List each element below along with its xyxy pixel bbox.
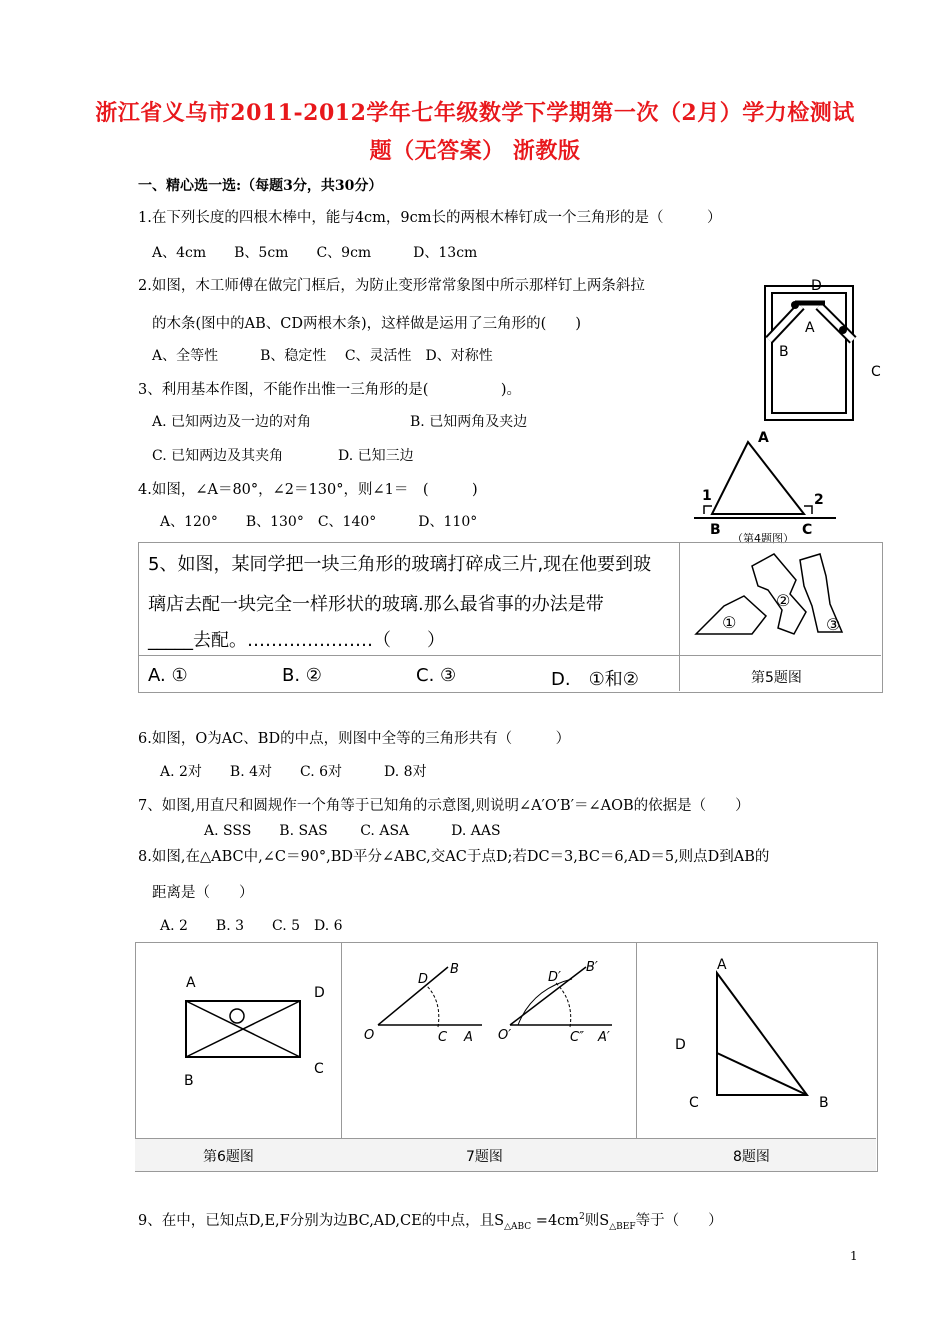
q4-fig-label-c: C bbox=[802, 522, 813, 538]
fig7-label-b-prime: B′ bbox=[586, 960, 598, 975]
q9-text-mid: =4cm bbox=[531, 1213, 580, 1229]
q9-text-mid2: 则S bbox=[584, 1213, 610, 1229]
q2-fig-label-b: B bbox=[779, 344, 789, 360]
q4-fig-label-a: A bbox=[758, 430, 769, 446]
fig7-label-o: O bbox=[364, 1028, 375, 1043]
q4-text: 4.如图，∠A＝80°，∠2＝130°，则∠1＝ ( ) bbox=[138, 482, 478, 498]
q4-options: A、120° B、130° C、140° D、110° bbox=[160, 514, 478, 530]
fig7-label-c: C bbox=[438, 1030, 448, 1045]
q9-text bbox=[138, 1209, 723, 1232]
fig7-label-b: B bbox=[450, 962, 459, 977]
q2-fig-label-a: A bbox=[805, 320, 815, 336]
q1-text: 1.在下列长度的四根木棒中，能与4cm，9cm长的两根木棒钉成一个三角形的是（ ） bbox=[138, 210, 722, 226]
q2-fig-label-c: C bbox=[871, 364, 881, 380]
q2-door-frame-figure bbox=[755, 268, 895, 428]
q2-text-line1: 2.如图，木工师傅在做完门框后，为防止变形常常象图中所示那样钉上两条斜拉 bbox=[138, 278, 645, 294]
fig7-label-c-prime: C″ bbox=[570, 1030, 584, 1045]
fig7-label-d-prime: D′ bbox=[548, 970, 561, 985]
q5-shard-3-label: ③ bbox=[826, 615, 841, 634]
q5-glass-shards-figure bbox=[682, 546, 878, 652]
fig7-angle-construction-figure bbox=[342, 945, 634, 1135]
fig7-caption: 7题图 bbox=[466, 1149, 503, 1165]
fig6-rectangle-figure bbox=[136, 945, 340, 1135]
q5-option-c: C. ③ bbox=[416, 665, 457, 686]
section-heading: 一、精心选一选:（每题3分，共30分） bbox=[138, 178, 383, 194]
fig8-right-triangle-figure bbox=[637, 945, 875, 1135]
q3-text: 3、利用基本作图，不能作出惟一三角形的是( )。 bbox=[138, 382, 522, 398]
fig7-label-a-prime: A′ bbox=[598, 1030, 610, 1045]
fig8-label-b: B bbox=[819, 1095, 829, 1111]
q9-sub-abc: △ABC bbox=[504, 1221, 532, 1232]
q3-option-d: D. 已知三边 bbox=[338, 448, 414, 464]
q5-text-line3: _____去配。…………………（ ） bbox=[148, 630, 445, 651]
document-title-line2: 题（无答案） 浙教版 bbox=[369, 138, 581, 164]
q9-text-pre: 9、在中，已知点D,E,F分别为边BC,AD,CE的中点，且S bbox=[138, 1213, 505, 1229]
q5-option-d: D. ①和② bbox=[551, 669, 639, 690]
q4-fig-label-1: 1 bbox=[702, 488, 712, 504]
q4-triangle-figure bbox=[690, 430, 840, 550]
fig8-label-c: C bbox=[689, 1095, 699, 1111]
fig7-label-a: A bbox=[464, 1030, 473, 1045]
q4-fig-label-b: B bbox=[710, 522, 721, 538]
fig8-caption: 8题图 bbox=[733, 1149, 770, 1165]
q5-shard-1-label: ① bbox=[722, 613, 737, 632]
q8-options: A. 2 B. 3 C. 5 D. 6 bbox=[160, 918, 343, 934]
fig7-label-d: D bbox=[418, 972, 429, 987]
q3-option-b: B. 已知两角及夹边 bbox=[410, 414, 528, 430]
q4-fig-caption: （第4题图） bbox=[732, 532, 794, 545]
q3-option-c: C. 已知两边及其夹角 bbox=[152, 448, 284, 464]
fig7-label-o-prime: O′ bbox=[498, 1028, 512, 1043]
fig6-label-c: C bbox=[314, 1061, 324, 1077]
q2-fig-label-d: D bbox=[811, 278, 822, 294]
page-number: 1 bbox=[850, 1249, 858, 1263]
q9-text-post: 等于（ ） bbox=[635, 1213, 723, 1229]
q7-options: A. SSS B. SAS C. ASA D. AAS bbox=[204, 823, 501, 839]
fig6-label-d: D bbox=[314, 985, 325, 1001]
q9-sub-bef: △BEF bbox=[609, 1221, 636, 1232]
fig6-caption: 第6题图 bbox=[203, 1149, 254, 1165]
q4-fig-label-2: 2 bbox=[814, 492, 824, 508]
fig8-label-a: A bbox=[717, 957, 727, 973]
q7-text: 7、如图,用直尺和圆规作一个角等于已知角的示意图,则说明∠A′O′B′＝∠AOB的依据是（ ） bbox=[138, 798, 750, 814]
q3-option-a: A. 已知两边及一边的对角 bbox=[152, 414, 312, 430]
fig6-label-a: A bbox=[186, 975, 196, 991]
q8-text-line1: 8.如图,在△ABC中,∠C＝90°,BD平分∠ABC,交AC于点D;若DC＝3,BC＝6,AD＝5,则点D到AB的 bbox=[138, 849, 770, 865]
q5-option-b: B. ② bbox=[282, 665, 322, 686]
document-title-line1: 浙江省义乌市2011-2012学年七年级数学下学期第一次（2月）学力检测试 bbox=[95, 100, 855, 126]
q1-options: A、4cm B、5cm C、9cm D、13cm bbox=[152, 245, 478, 261]
fig8-label-d: D bbox=[675, 1037, 686, 1053]
q5-fig-caption: 第5题图 bbox=[751, 670, 802, 686]
q6-text: 6.如图，O为AC、BD的中点，则图中全等的三角形共有（ ） bbox=[138, 731, 571, 747]
q5-shard-2-label: ② bbox=[776, 591, 791, 610]
q8-text-line2: 距离是（ ） bbox=[152, 885, 254, 901]
q5-table-row-divider bbox=[138, 655, 881, 656]
q2-options: A、全等性 B、稳定性 C、灵活性 D、对称性 bbox=[152, 348, 493, 364]
q5-option-a: A. ① bbox=[148, 665, 188, 686]
q5-text-line2: 璃店去配一块完全一样形状的玻璃.那么最省事的办法是带 bbox=[148, 594, 604, 615]
q9-sup: 2 bbox=[579, 1212, 585, 1223]
fig6-label-b: B bbox=[184, 1073, 194, 1089]
q5-text-line1: 5、如图，某同学把一块三角形的玻璃打碎成三片,现在他要到玻 bbox=[148, 554, 652, 575]
q6-options: A. 2对 B. 4对 C. 6对 D. 8对 bbox=[160, 764, 427, 780]
q2-text-line2: 的木条(图中的AB、CD两根木条)，这样做是运用了三角形的( ) bbox=[152, 316, 581, 332]
q5-table-divider bbox=[679, 542, 680, 691]
